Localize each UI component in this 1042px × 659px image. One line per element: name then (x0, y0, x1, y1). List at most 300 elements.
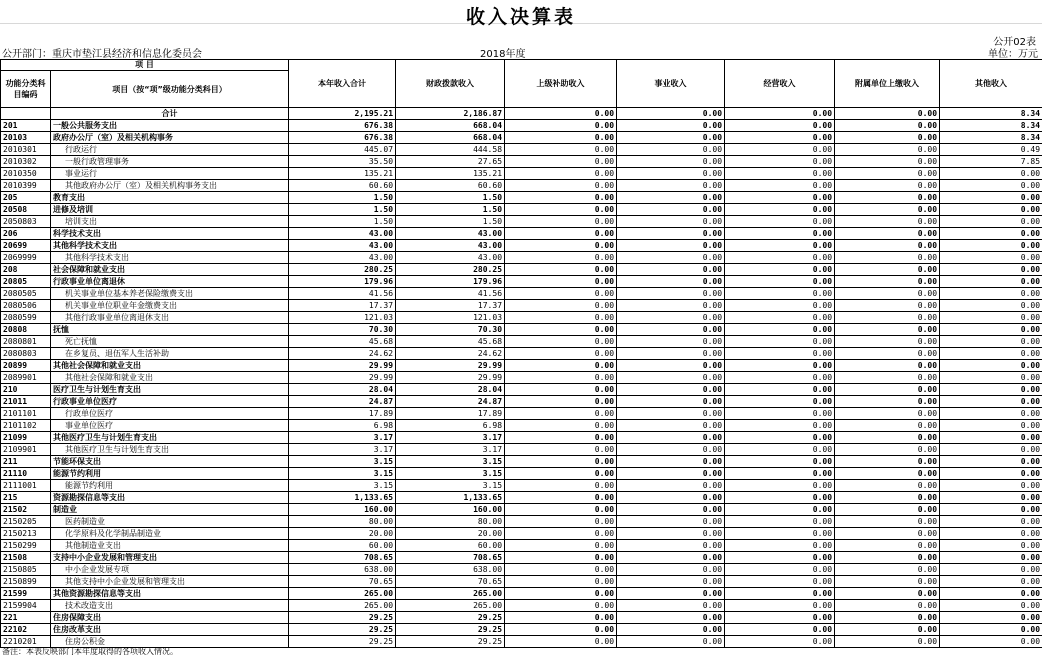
row-value: 0.00 (725, 192, 835, 204)
row-value: 0.00 (940, 228, 1042, 240)
row-name: 其他科学技术支出 (51, 240, 289, 252)
row-code: 2111001 (1, 480, 51, 492)
row-value: 708.65 (396, 552, 505, 564)
row-value: 0.00 (835, 240, 940, 252)
row-value: 80.00 (396, 516, 505, 528)
row-value: 0.00 (617, 264, 725, 276)
row-value: 0.00 (835, 408, 940, 420)
row-value: 0.00 (725, 492, 835, 504)
row-name: 教育支出 (51, 192, 289, 204)
row-name: 节能环保支出 (51, 456, 289, 468)
row-name: 其他医疗卫生与计划生育支出 (51, 444, 289, 456)
row-value: 29.99 (289, 372, 396, 384)
row-value: 0.00 (725, 564, 835, 576)
row-value: 3.17 (289, 432, 396, 444)
row-value: 43.00 (289, 240, 396, 252)
row-value: 0.00 (505, 516, 617, 528)
row-value: 0.00 (725, 372, 835, 384)
row-value: 0.00 (835, 156, 940, 168)
row-value: 0.00 (835, 576, 940, 588)
row-value: 0.00 (835, 396, 940, 408)
row-value: 0.00 (505, 540, 617, 552)
row-value: 0.00 (505, 600, 617, 612)
table-row (1, 576, 1042, 588)
row-code: 2080599 (1, 312, 51, 324)
row-value: 265.00 (289, 588, 396, 600)
row-code: 21110 (1, 468, 51, 480)
row-value: 0.00 (505, 432, 617, 444)
table-row (1, 192, 1042, 204)
row-value: 676.38 (289, 132, 396, 144)
row-value: 0.00 (940, 324, 1042, 336)
header-name: 项目（按“项”级功能分类科目） (51, 71, 289, 108)
row-value: 0.00 (940, 312, 1042, 324)
row-code: 2150205 (1, 516, 51, 528)
row-value: 444.58 (396, 144, 505, 156)
row-value: 0.00 (617, 600, 725, 612)
table-row (1, 276, 1042, 288)
row-value: 1.50 (396, 216, 505, 228)
row-value: 280.25 (289, 264, 396, 276)
row-value: 60.00 (396, 540, 505, 552)
row-value: 0.00 (940, 240, 1042, 252)
row-value: 668.04 (396, 120, 505, 132)
row-value: 17.89 (289, 408, 396, 420)
row-value: 0.00 (505, 276, 617, 288)
row-value: 0.00 (505, 168, 617, 180)
table-row (1, 168, 1042, 180)
row-value: 0.00 (835, 516, 940, 528)
row-code: 2010399 (1, 180, 51, 192)
row-value: 0.00 (617, 384, 725, 396)
row-value: 0.00 (725, 324, 835, 336)
header-col-3: 上级补助收入 (505, 60, 617, 108)
row-value: 0.00 (505, 384, 617, 396)
row-value: 0.00 (725, 180, 835, 192)
row-value: 0.00 (617, 432, 725, 444)
row-value: 0.00 (617, 348, 725, 360)
row-value: 70.65 (396, 576, 505, 588)
row-value: 17.37 (396, 300, 505, 312)
row-value: 1.50 (396, 204, 505, 216)
unit-label: 单位：万元 (988, 49, 1038, 60)
row-name: 行政事业单位医疗 (51, 396, 289, 408)
row-value: 0.00 (505, 288, 617, 300)
row-code: 206 (1, 228, 51, 240)
row-value: 80.00 (289, 516, 396, 528)
row-value: 0.00 (617, 636, 725, 648)
row-value: 0.00 (505, 624, 617, 636)
row-value: 0.00 (505, 372, 617, 384)
row-value: 0.00 (617, 324, 725, 336)
row-value: 0.00 (725, 216, 835, 228)
total-code (1, 108, 51, 120)
total-value: 0.00 (835, 108, 940, 120)
row-value: 0.00 (835, 216, 940, 228)
row-code: 21508 (1, 552, 51, 564)
row-value: 0.00 (940, 576, 1042, 588)
row-name: 能源节约利用 (51, 468, 289, 480)
row-value: 0.00 (835, 432, 940, 444)
row-value: 6.98 (396, 420, 505, 432)
row-name: 一般行政管理事务 (51, 156, 289, 168)
row-value: 70.65 (289, 576, 396, 588)
row-code: 2050803 (1, 216, 51, 228)
row-value: 0.00 (835, 528, 940, 540)
row-value: 0.00 (505, 240, 617, 252)
row-value: 29.25 (289, 636, 396, 648)
row-value: 29.99 (396, 360, 505, 372)
row-value: 0.00 (617, 132, 725, 144)
row-name: 其他行政事业单位离退休支出 (51, 312, 289, 324)
row-value: 0.00 (725, 168, 835, 180)
row-value: 0.00 (835, 360, 940, 372)
row-code: 20899 (1, 360, 51, 372)
row-value: 0.00 (505, 492, 617, 504)
row-value: 0.00 (940, 504, 1042, 516)
row-name: 医疗卫生与计划生育支出 (51, 384, 289, 396)
row-name: 其他支持中小企业发展和管理支出 (51, 576, 289, 588)
row-value: 1.50 (289, 204, 396, 216)
row-value: 0.00 (940, 252, 1042, 264)
table-row (1, 468, 1042, 480)
row-name: 机关事业单位职业年金缴费支出 (51, 300, 289, 312)
row-code: 20805 (1, 276, 51, 288)
row-code: 20808 (1, 324, 51, 336)
row-value: 0.00 (940, 552, 1042, 564)
row-value: 0.00 (835, 192, 940, 204)
row-value: 0.00 (505, 456, 617, 468)
table-row (1, 432, 1042, 444)
row-value: 0.00 (725, 312, 835, 324)
row-value: 60.00 (289, 540, 396, 552)
footnote: 备注：本表反映部门本年度取得的各项收入情况。 (2, 647, 178, 656)
row-value: 0.00 (835, 204, 940, 216)
row-value: 0.00 (835, 468, 940, 480)
row-value: 0.00 (725, 516, 835, 528)
row-value: 0.00 (725, 480, 835, 492)
row-value: 0.00 (617, 156, 725, 168)
table-row (1, 564, 1042, 576)
row-value: 29.25 (289, 624, 396, 636)
income-table (0, 59, 1042, 648)
table-row (1, 336, 1042, 348)
row-value: 0.00 (835, 348, 940, 360)
table-row (1, 588, 1042, 600)
row-name: 住房公积金 (51, 636, 289, 648)
table-row (1, 504, 1042, 516)
header-col-7: 其他收入 (940, 60, 1042, 108)
row-value: 0.00 (725, 468, 835, 480)
row-value: 668.04 (396, 132, 505, 144)
row-value: 45.68 (396, 336, 505, 348)
row-code: 215 (1, 492, 51, 504)
row-value: 0.00 (725, 252, 835, 264)
row-value: 0.00 (835, 264, 940, 276)
row-value: 0.00 (617, 276, 725, 288)
row-code: 21099 (1, 432, 51, 444)
row-value: 0.00 (617, 492, 725, 504)
row-value: 0.00 (940, 336, 1042, 348)
row-value: 0.00 (505, 636, 617, 648)
row-value: 0.00 (835, 612, 940, 624)
row-value: 708.65 (289, 552, 396, 564)
row-value: 0.00 (505, 444, 617, 456)
row-value: 0.00 (617, 288, 725, 300)
table-row (1, 288, 1042, 300)
row-value: 0.00 (940, 468, 1042, 480)
row-value: 0.00 (725, 348, 835, 360)
row-name: 一般公共服务支出 (51, 120, 289, 132)
row-code: 2159904 (1, 600, 51, 612)
row-name: 医药制造业 (51, 516, 289, 528)
row-value: 0.00 (940, 168, 1042, 180)
row-value: 24.87 (289, 396, 396, 408)
row-value: 0.00 (940, 516, 1042, 528)
row-value: 160.00 (396, 504, 505, 516)
row-name: 抚恤 (51, 324, 289, 336)
row-name: 其他社会保障和就业支出 (51, 372, 289, 384)
row-code: 2010301 (1, 144, 51, 156)
row-value: 0.00 (725, 288, 835, 300)
row-value: 0.00 (725, 552, 835, 564)
table-row (1, 228, 1042, 240)
row-value: 676.38 (289, 120, 396, 132)
row-name: 社会保障和就业支出 (51, 264, 289, 276)
table-row (1, 480, 1042, 492)
row-value: 0.00 (940, 384, 1042, 396)
table-row (1, 600, 1042, 612)
row-value: 0.00 (940, 444, 1042, 456)
row-value: 0.00 (835, 564, 940, 576)
row-name: 住房保障支出 (51, 612, 289, 624)
table-row (1, 612, 1042, 624)
row-value: 0.00 (725, 300, 835, 312)
row-value: 0.00 (725, 576, 835, 588)
row-value: 0.00 (835, 288, 940, 300)
header-col-4: 事业收入 (617, 60, 725, 108)
row-value: 638.00 (289, 564, 396, 576)
row-code: 2080803 (1, 348, 51, 360)
row-value: 20.00 (396, 528, 505, 540)
row-value: 0.00 (617, 468, 725, 480)
table-row (1, 312, 1042, 324)
row-value: 0.00 (835, 384, 940, 396)
row-code: 2101102 (1, 420, 51, 432)
table-row (1, 120, 1042, 132)
row-name: 事业运行 (51, 168, 289, 180)
total-value: 0.00 (725, 108, 835, 120)
row-value: 0.00 (505, 612, 617, 624)
row-value: 28.04 (396, 384, 505, 396)
row-value: 0.00 (940, 624, 1042, 636)
row-value: 0.00 (725, 636, 835, 648)
row-value: 0.00 (505, 216, 617, 228)
row-value: 0.00 (835, 492, 940, 504)
year-label: 2018年度 (480, 49, 526, 60)
row-value: 29.99 (396, 372, 505, 384)
row-value: 0.00 (617, 240, 725, 252)
row-value: 8.34 (940, 132, 1042, 144)
row-value: 0.00 (617, 564, 725, 576)
row-code: 2080505 (1, 288, 51, 300)
row-value: 0.00 (835, 540, 940, 552)
row-value: 0.00 (835, 552, 940, 564)
row-value: 0.00 (725, 240, 835, 252)
row-code: 208 (1, 264, 51, 276)
row-value: 0.00 (835, 480, 940, 492)
row-code: 20699 (1, 240, 51, 252)
row-value: 265.00 (396, 588, 505, 600)
row-name: 住房改革支出 (51, 624, 289, 636)
row-value: 0.00 (617, 120, 725, 132)
department-label: 公开部门：重庆市垫江县经济和信息化委员会 (2, 49, 202, 60)
row-value: 3.17 (289, 444, 396, 456)
row-value: 35.50 (289, 156, 396, 168)
header-col-6: 附属单位上缴收入 (835, 60, 940, 108)
row-value: 0.00 (617, 528, 725, 540)
table-row (1, 180, 1042, 192)
row-name: 行政单位医疗 (51, 408, 289, 420)
row-value: 0.00 (617, 312, 725, 324)
row-value: 0.00 (505, 408, 617, 420)
row-value: 0.00 (725, 132, 835, 144)
table-row (1, 396, 1042, 408)
table-row (1, 252, 1042, 264)
row-value: 0.00 (940, 204, 1042, 216)
row-value: 0.00 (617, 168, 725, 180)
total-value: 2,195.21 (289, 108, 396, 120)
row-value: 1,133.65 (289, 492, 396, 504)
row-value: 3.15 (289, 468, 396, 480)
row-value: 0.00 (505, 252, 617, 264)
row-code: 2150899 (1, 576, 51, 588)
row-value: 0.00 (940, 636, 1042, 648)
header-col-2: 财政拨款收入 (396, 60, 505, 108)
row-value: 0.00 (725, 588, 835, 600)
row-value: 0.00 (835, 144, 940, 156)
table-row (1, 552, 1042, 564)
row-value: 7.85 (940, 156, 1042, 168)
row-value: 0.00 (725, 276, 835, 288)
row-value: 0.00 (835, 420, 940, 432)
row-name: 技术改造支出 (51, 600, 289, 612)
row-value: 3.15 (289, 456, 396, 468)
row-name: 能源节约利用 (51, 480, 289, 492)
row-name: 化学原料及化学制品制造业 (51, 528, 289, 540)
row-value: 0.00 (725, 420, 835, 432)
form-code: 公开02表 (993, 37, 1036, 48)
row-value: 0.00 (505, 144, 617, 156)
row-value: 0.00 (617, 300, 725, 312)
row-value: 0.00 (617, 408, 725, 420)
row-value: 27.65 (396, 156, 505, 168)
row-value: 0.00 (940, 588, 1042, 600)
row-value: 121.03 (289, 312, 396, 324)
row-value: 0.00 (940, 264, 1042, 276)
row-name: 其他科学技术支出 (51, 252, 289, 264)
row-value: 0.00 (617, 540, 725, 552)
row-value: 0.00 (725, 444, 835, 456)
row-value: 0.00 (505, 264, 617, 276)
row-value: 0.00 (505, 312, 617, 324)
row-value: 179.96 (289, 276, 396, 288)
row-value: 0.00 (940, 492, 1042, 504)
total-value: 0.00 (617, 108, 725, 120)
row-value: 8.34 (940, 120, 1042, 132)
total-label: 合计 (51, 108, 289, 120)
table-body (1, 120, 1042, 648)
row-code: 21011 (1, 396, 51, 408)
row-value: 0.00 (835, 324, 940, 336)
row-value: 0.00 (505, 360, 617, 372)
row-value: 0.00 (505, 324, 617, 336)
row-code: 21599 (1, 588, 51, 600)
row-value: 0.00 (505, 564, 617, 576)
row-name: 其他政府办公厅（室）及相关机构事务支出 (51, 180, 289, 192)
row-value: 60.60 (396, 180, 505, 192)
row-value: 0.00 (505, 300, 617, 312)
row-code: 2089901 (1, 372, 51, 384)
table-row (1, 372, 1042, 384)
header-col-1: 本年收入合计 (289, 60, 396, 108)
row-value: 1.50 (289, 192, 396, 204)
row-code: 2150805 (1, 564, 51, 576)
row-value: 0.00 (505, 228, 617, 240)
row-name: 事业单位医疗 (51, 420, 289, 432)
row-value: 0.00 (725, 384, 835, 396)
row-value: 0.00 (835, 276, 940, 288)
row-name: 培训支出 (51, 216, 289, 228)
row-value: 0.00 (505, 552, 617, 564)
row-value: 0.00 (505, 468, 617, 480)
row-value: 0.00 (940, 420, 1042, 432)
table-row (1, 144, 1042, 156)
row-value: 0.00 (725, 396, 835, 408)
row-value: 0.00 (617, 504, 725, 516)
table-row (1, 240, 1042, 252)
table-row (1, 492, 1042, 504)
row-value: 0.00 (835, 336, 940, 348)
row-value: 0.00 (617, 144, 725, 156)
row-value: 0.00 (835, 132, 940, 144)
row-value: 17.89 (396, 408, 505, 420)
row-value: 0.00 (617, 372, 725, 384)
total-value: 2,186.87 (396, 108, 505, 120)
row-value: 0.49 (940, 144, 1042, 156)
row-value: 0.00 (617, 516, 725, 528)
row-value: 179.96 (396, 276, 505, 288)
header-code: 功能分类科目编码 (1, 71, 51, 108)
row-value: 0.00 (505, 336, 617, 348)
row-value: 0.00 (505, 396, 617, 408)
row-value: 0.00 (725, 504, 835, 516)
row-name: 其他社会保障和就业支出 (51, 360, 289, 372)
header-col-5: 经营收入 (725, 60, 835, 108)
row-value: 20.00 (289, 528, 396, 540)
table-row (1, 456, 1042, 468)
row-value: 160.00 (289, 504, 396, 516)
row-value: 0.00 (505, 156, 617, 168)
row-value: 0.00 (940, 348, 1042, 360)
row-name: 在乡复员、退伍军人生活补助 (51, 348, 289, 360)
row-value: 0.00 (617, 228, 725, 240)
row-value: 41.56 (396, 288, 505, 300)
row-value: 0.00 (835, 588, 940, 600)
row-value: 0.00 (835, 180, 940, 192)
row-value: 43.00 (396, 252, 505, 264)
row-value: 6.98 (289, 420, 396, 432)
